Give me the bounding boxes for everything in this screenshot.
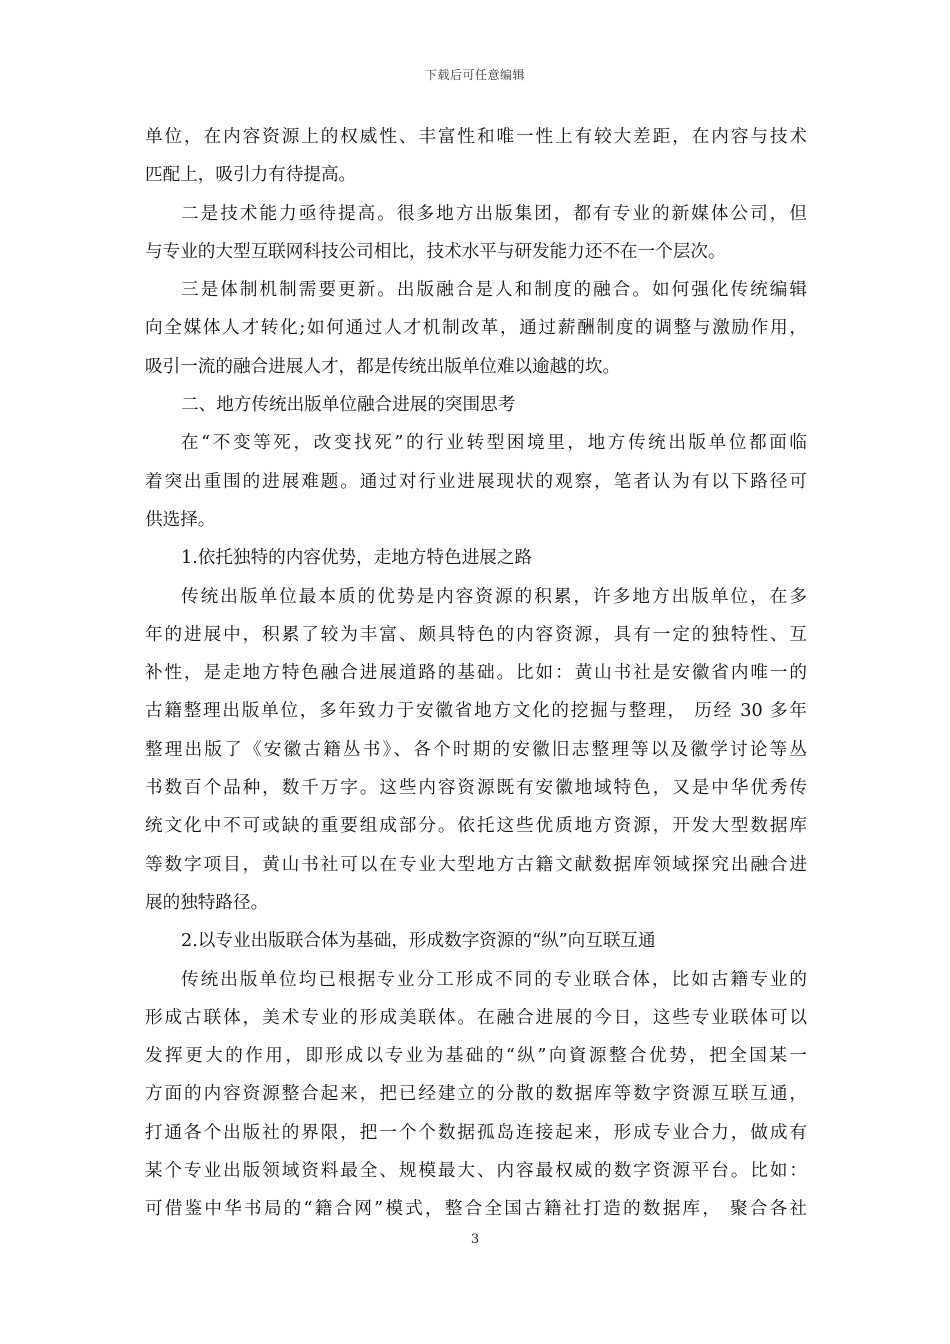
- document-body: [145, 118, 807, 1229]
- body-line: 某个专业出版领域资料最全、规模最大、内容最权威的数字资源平台。比如：: [145, 1161, 807, 1182]
- body-line: 单位，在内容资源上的权威性、丰富性和唯一性上有较大差距，在内容与技术: [145, 127, 807, 147]
- body-line: 向全媒体人才转化;如何通过人才机制改革，通过薪酬制度的调整与激励作用，: [145, 318, 807, 339]
- subsection-heading: 1.依托独特的内容优势，走地方特色进展之路: [181, 548, 533, 569]
- body-line: 二是技术能力亟待提高。很多地方出版集团，都有专业的新媒体公司，但: [181, 203, 807, 224]
- body-line: 书数百个品种，数千万字。这些内容资源既有安徽地域特色，又是中华优秀传: [145, 778, 807, 799]
- body-line: 等数字项目，黄山书社可以在专业大型地方古籍文献数据库领域探究出融合进: [145, 854, 807, 875]
- body-line: 与专业的大型互联网科技公司相比，技术水平与研发能力还不在一个层次。: [145, 241, 726, 262]
- body-line: 发挥更大的作用，即形成以专业为基础的“纵”向資源整合优势，把全国某一: [145, 1046, 807, 1067]
- page-header: 下载后可任意编辑: [424, 68, 525, 82]
- body-line: 补性，是走地方特色融合进展道路的基础。比如：黄山书社是安徽省内唯一的: [145, 663, 807, 684]
- body-line: 古籍整理出版单位，多年致力于安徽省地方文化的挖掘与整理， 历经 30 多年: [145, 701, 807, 722]
- section-heading: 二、地方传统出版单位融合进展的突围思考: [181, 395, 516, 416]
- body-line: 吸引一流的融合进展人才，都是传统出版单位难以逾越的坎。: [145, 356, 621, 377]
- body-line: 整理出版了《安徽古籍丛书》、各个时期的安徽旧志整理等以及徽学讨论等丛: [145, 739, 807, 760]
- body-line: 三是体制机制需要更新。出版融合是人和制度的融合。如何强化传统编辑: [181, 280, 807, 301]
- page-number: 3: [470, 1232, 480, 1247]
- body-line: 形成古联体，美术专业的形成美联体。在融合进展的今日，这些专业联体可以: [145, 1007, 807, 1028]
- body-line: 方面的内容资源整合起来，把已经建立的分散的数据库等数字资源互联互通，: [145, 1084, 807, 1105]
- body-line: 着突出重围的进展难题。通过对行业进展现状的观察，笔者认为有以下路径可: [145, 471, 807, 492]
- subsection-heading: 2.以专业出版联合体为基础，形成数字资源的“纵”向互联互通: [181, 931, 656, 952]
- body-line: 传统出版单位最本质的优势是内容资源的积累，许多地方出版单位，在多: [181, 586, 807, 607]
- body-line: 在“不变等死，改变找死”的行业转型困境里，地方传统出版单位都面临: [181, 433, 807, 454]
- body-line: 打通各个出版社的界限，把一个个数据孤岛连接起来，形成专业合力，做成有: [145, 1122, 807, 1143]
- body-line: 供选择。: [145, 509, 216, 530]
- body-line: 传统出版单位均已根据专业分工形成不同的专业联合体，比如古籍专业的: [181, 969, 807, 990]
- body-line: 匹配上，吸引力有待提高。: [145, 165, 357, 186]
- body-line: 年的进展中，积累了较为丰富、颇具特色的内容资源，具有一定的独特性、互: [145, 624, 807, 645]
- body-line: 可借鉴中华书局的“籍合网”模式，整合全国古籍社打造的数据库， 聚合各社: [145, 1199, 807, 1220]
- body-line: 展的独特路径。: [145, 892, 269, 913]
- body-line: 统文化中不可或缺的重要组成部分。依托这些优质地方资源，开发大型数据库: [145, 816, 807, 837]
